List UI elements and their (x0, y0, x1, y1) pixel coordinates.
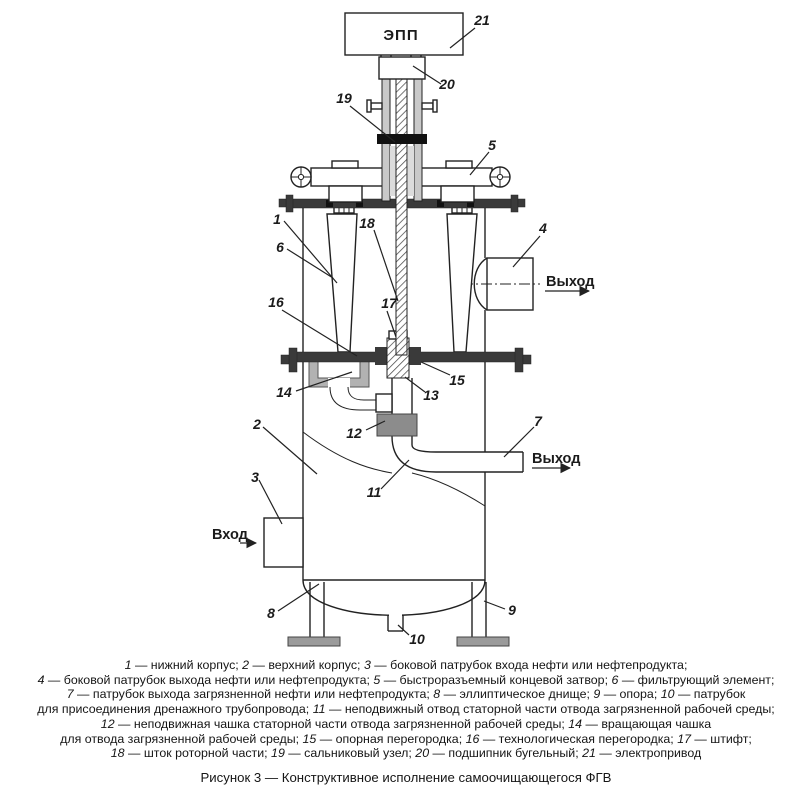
end-closure-right (420, 161, 510, 202)
drive-head (345, 13, 463, 79)
svg-text:21: 21 (474, 12, 490, 28)
inlet-label: Вход (212, 527, 248, 543)
hub-clamp-right (409, 347, 421, 365)
inlet-nozzle (264, 518, 303, 567)
end-closure-left (291, 161, 383, 202)
callout-13 (405, 377, 439, 403)
side-pin-right (422, 100, 437, 112)
svg-text:19: 19 (336, 90, 352, 106)
svg-text:16: 16 (268, 294, 284, 310)
svg-text:9: 9 (508, 602, 516, 618)
svg-text:17: 17 (381, 295, 397, 311)
svg-text:5: 5 (488, 137, 496, 153)
elliptical-bottom (303, 580, 485, 631)
handwheel-left-icon (291, 167, 311, 187)
svg-text:4: 4 (539, 220, 547, 236)
svg-text:18: 18 (359, 215, 375, 231)
svg-text:10: 10 (409, 631, 425, 647)
callout-10 (398, 625, 425, 647)
callout-8 (267, 584, 319, 621)
callout-2 (252, 416, 317, 474)
legend-line: 4 — боковой патрубок выхода нефти или нефтепродукта; 5 — быстроразъемный концевой затвор; 6 — фильтрующий элемент; (37, 672, 775, 687)
callout-3 (251, 469, 282, 524)
callout-15 (421, 362, 465, 388)
outlet-clean-label: Выход (546, 274, 595, 290)
rotating-cup (309, 360, 392, 412)
svg-text:20: 20 (439, 76, 455, 92)
svg-text:3: 3 (251, 469, 259, 485)
callout-9 (484, 601, 516, 618)
legend (8, 658, 804, 761)
bearing-block (379, 57, 425, 79)
legend-line: 12 — неподвижная чашка статорной части отвода загрязненной рабочей среды; 14 — вращающая чашка (100, 716, 712, 731)
svg-text:1: 1 (273, 211, 281, 227)
stuffing-box (377, 134, 427, 144)
callout-11 (367, 460, 409, 500)
legend-line: для присоединения дренажного трубопровода; 11 — неподвижный отвод статорной части отвода загрязненной рабочей среды; (37, 702, 775, 717)
svg-text:12: 12 (346, 425, 362, 441)
callout-18 (359, 215, 398, 301)
legend-line: 18 — шток роторной части; 19 — сальниковый узел; 20 — подшипник бугельный; 21 — электропривод (110, 746, 702, 761)
svg-text:7: 7 (534, 413, 542, 429)
svg-text:2: 2 (253, 416, 261, 432)
drain-pipework (377, 378, 523, 472)
legend-line: для отвода загрязненной рабочей среды; 15 — опорная перегородка; 16 — технологическая перегородка; 17 — штифт; (60, 731, 752, 746)
clean-outlet-nozzle (462, 258, 540, 310)
motor-label: ЭПП (383, 27, 419, 44)
handwheel-right-icon (490, 167, 510, 187)
svg-text:14: 14 (276, 384, 292, 400)
rotor-stem (396, 57, 407, 355)
svg-text:11: 11 (366, 484, 382, 500)
outlet-dirty-label: Выход (532, 451, 581, 467)
side-pin-left (367, 100, 382, 112)
hub-clamp-left (375, 347, 387, 365)
svg-text:13: 13 (423, 387, 439, 403)
figure-caption: Рисунок 3 — Конструктивное исполнение самоочищающегося ФГВ (200, 769, 612, 785)
internal-funnel (303, 432, 485, 506)
legend-line: 7 — патрубок выхода загрязненной нефти или нефтепродукта; 8 — эллиптическое днище; 9 — опора; 10 — патрубок (66, 687, 746, 702)
svg-text:8: 8 (267, 605, 275, 621)
svg-text:6: 6 (276, 239, 284, 255)
svg-text:15: 15 (449, 372, 465, 388)
legend-line: 1 — нижний корпус; 2 — верхний корпус; 3 — боковой патрубок входа нефти или нефтепродукта; (124, 658, 688, 672)
stator-cup-block (377, 414, 417, 436)
